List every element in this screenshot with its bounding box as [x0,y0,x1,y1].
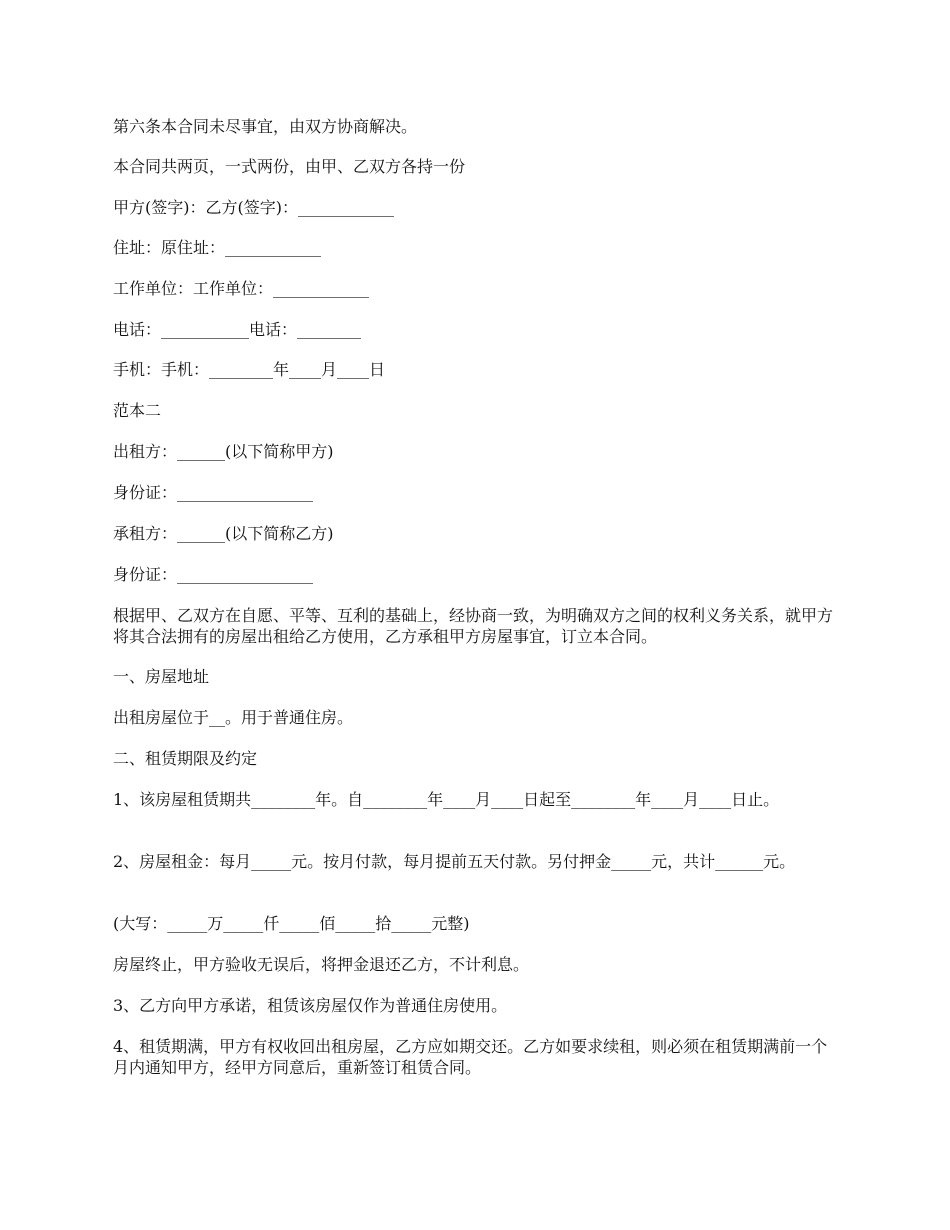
property-location-paragraph: 出租房屋位于__。用于普通住房。 [113,708,354,727]
template-2-heading: 范本二 [113,401,162,420]
amount-in-words-line: (大写：_____万_____仟_____佰_____拾_____元整) [113,914,470,933]
address-line: 住址：原住址：____________ [113,238,322,257]
copies-paragraph: 本合同共两页，一式两份，由甲、乙双方各持一份 [113,157,466,176]
lessor-id-line: 身份证：_________________ [113,483,314,502]
deposit-return-paragraph: 房屋终止，甲方验收无误后，将押金退还乙方，不计利息。 [113,955,530,974]
section-2-heading: 二、租赁期限及约定 [113,749,258,768]
lease-expiry-paragraph: 4、租赁期满，甲方有权收回出租房屋，乙方应如期交还。乙方如要求续租，则必须在租赁期满前一个月内通知甲方，经甲方同意后，重新签订租赁合同。 [113,1037,828,1077]
employer-line: 工作单位：工作单位：____________ [113,279,370,298]
section-1-heading: 一、房屋地址 [113,667,210,686]
usage-commitment-paragraph: 3、乙方向甲方承诺，租赁该房屋仅作为普通住房使用。 [113,996,508,1015]
lessee-id-line: 身份证：_________________ [113,565,314,584]
phone-line: 电话：___________电话：________ [113,320,362,339]
lease-term-paragraph: 1、该房屋租赁期共________年。自________年____月____日起至________年____月____日止。 [113,790,780,809]
signature-line: 甲方(签字)：乙方(签字)：____________ [113,198,394,217]
clause-6-paragraph: 第六条本合同未尽事宜，由双方协商解决。 [113,117,418,136]
lessor-line: 出租方：______(以下简称甲方) [113,442,334,461]
lessee-line: 承租方：______(以下简称乙方) [113,524,334,543]
preamble-paragraph: 根据甲、乙双方在自愿、平等、互利的基础上，经协商一致，为明确双方之间的权利义务关系，就甲方将其合法拥有的房屋出租给乙方使用，乙方承租甲方房屋事宜，订立本合同。 [113,606,834,646]
mobile-date-line: 手机：手机：________年____月____日 [113,360,386,379]
rent-paragraph: 2、房屋租金：每月_____元。按月付款，每月提前五天付款。另付押金_____元，共计______元。 [113,852,796,871]
